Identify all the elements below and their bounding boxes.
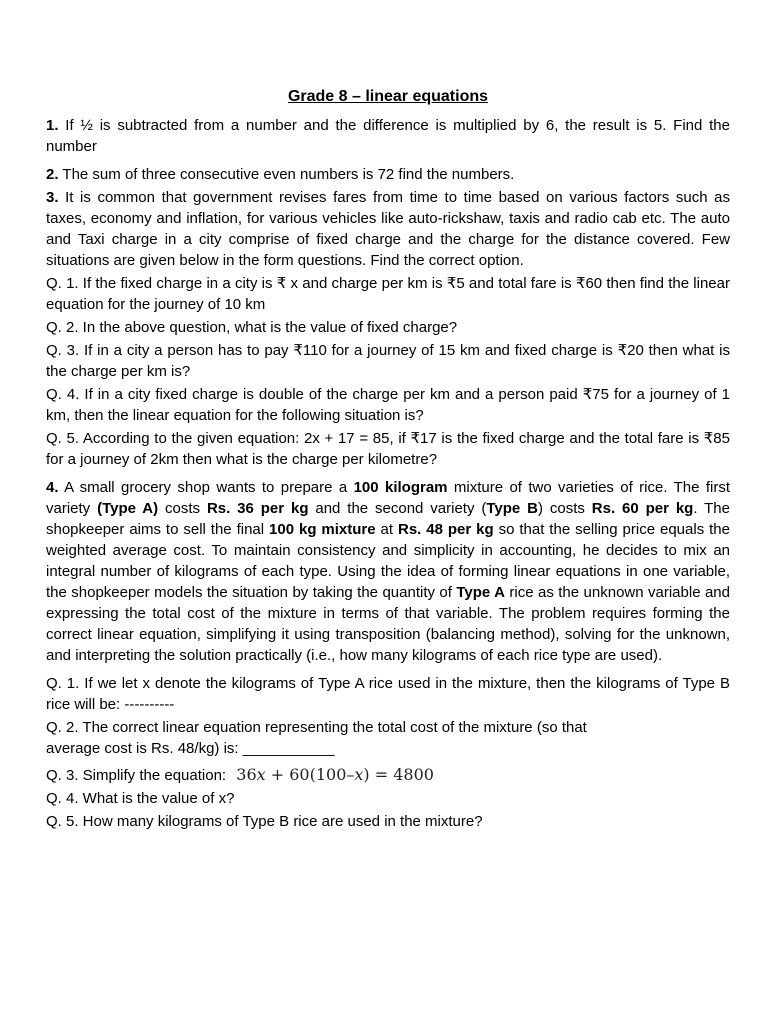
eq-var-1: x [256, 765, 266, 784]
page-title: Grade 8 – linear equations [287, 88, 489, 105]
q4-text-9: rice as the unknown variable and expressing the total cost of the mixture in terms of that variable. The problem requires forming the correct linear equation, simplifying it using transposition (balancing method), solving for the unknown, and interpreting the solution practically (i.e., how many kilograms of each rice type are used). [46, 584, 730, 664]
q4-bold-3: Rs. 36 per kg [206, 500, 309, 517]
question-4-sub-5: Q. 5. How many kilograms of Type B rice are used in the mixture? [46, 813, 483, 830]
eq-var-2: x [354, 765, 364, 784]
question-3-sub-4: Q. 4. If in a city fixed charge is double of the charge per km and a person paid ₹75 for a journey of 1 km, then the linear equation for the following situation is? [46, 386, 730, 424]
question-3-sub-2: Q. 2. In the above question, what is the value of fixed charge? [46, 319, 458, 336]
q4-text-7: at [375, 521, 398, 538]
q4-bold-6: 100 kg mixture [269, 521, 376, 538]
eq-rest: ) = 4800 [363, 765, 434, 784]
question-2-number: 2. [46, 166, 59, 183]
question-1-number: 1. [46, 117, 59, 134]
question-2-text: The sum of three consecutive even numbers is 72 find the numbers. [62, 166, 515, 183]
question-2 [46, 164, 730, 185]
question-4-sub-1: Q. 1. If we let x denote the kilograms of Type A rice used in the mixture, then the kilograms of Type B rice will be: ---------- [46, 675, 730, 713]
question-3 [46, 187, 730, 271]
question-4-sub-2-line-2: average cost is Rs. 48/kg) is: ___________ [46, 740, 335, 757]
q4-text-3: costs [158, 500, 207, 517]
eq-coef: 36 [236, 765, 257, 784]
question-4-sub-3 [46, 764, 730, 786]
q4-bold-7: Rs. 48 per kg [397, 521, 494, 538]
question-4-sub-3-text: Q. 3. Simplify the equation: [46, 767, 227, 784]
q4-bold-1: 100 kilogram [353, 479, 448, 496]
question-1-text: If ½ is subtracted from a number and the difference is multiplied by 6, the result is 5. Find the number [46, 117, 730, 155]
q4-text-4: and the second variety ( [308, 500, 487, 517]
q4-text-6: . The shopkeeper aims to sell the final [46, 500, 730, 538]
q4-text-8: so that the selling price equals the weighted average cost. To maintain consistency and simplicity in accounting, he decides to mix an integral number of kilograms of each type. Using the idea of forming linear equations in one variable, the shopkeeper models the situation by taking the quantity of [46, 521, 730, 601]
q4-bold-5: Rs. 60 per kg [591, 500, 694, 517]
q4-text-1: A small grocery shop wants to prepare a [64, 479, 354, 496]
question-4-sub-2 [46, 717, 730, 759]
eq-middle: + 60(100– [265, 765, 355, 784]
q4-bold-8: Type A [456, 584, 505, 601]
q4-text-5: ) costs [537, 500, 592, 517]
question-3-sub-1: Q. 1. If the fixed charge in a city is ₹ x and charge per km is ₹5 and total fare is ₹60 then find the linear equation for the journey of 10 km [46, 275, 730, 313]
worksheet-page [46, 86, 730, 832]
question-4 [46, 477, 730, 666]
question-4-sub-4: Q. 4. What is the value of x? [46, 790, 235, 807]
q4-text-2: mixture of two varieties of rice. The first variety [46, 479, 731, 517]
q4-bold-2: (Type A) [97, 500, 159, 517]
equation-display [236, 765, 434, 784]
question-3-sub-5: Q. 5. According to the given equation: 2x + 17 = 85, if ₹17 is the fixed charge and the total fare is ₹85 for a journey of 2km then what is the charge per kilometre? [46, 430, 730, 468]
question-4-sub-2-line-1: Q. 2. The correct linear equation representing the total cost of the mixture (so that [46, 719, 587, 736]
question-1 [46, 115, 730, 157]
question-3-text: It is common that government revises fares from time to time based on various factors such as taxes, economy and inflation, for various vehicles like auto-rickshaw, taxis and radio cab etc. The auto and Taxi charge in a city comprise of fixed charge and the charge for the distance covered. Few situations are given below in the form questions. Find the correct option. [46, 189, 730, 269]
question-4-number: 4. [46, 479, 59, 496]
q4-bold-4: Type B [486, 500, 538, 517]
question-3-number: 3. [46, 189, 59, 206]
question-3-sub-3: Q. 3. If in a city a person has to pay ₹110 for a journey of 15 km and fixed charge is ₹20 then what is the charge per km is? [46, 342, 730, 380]
